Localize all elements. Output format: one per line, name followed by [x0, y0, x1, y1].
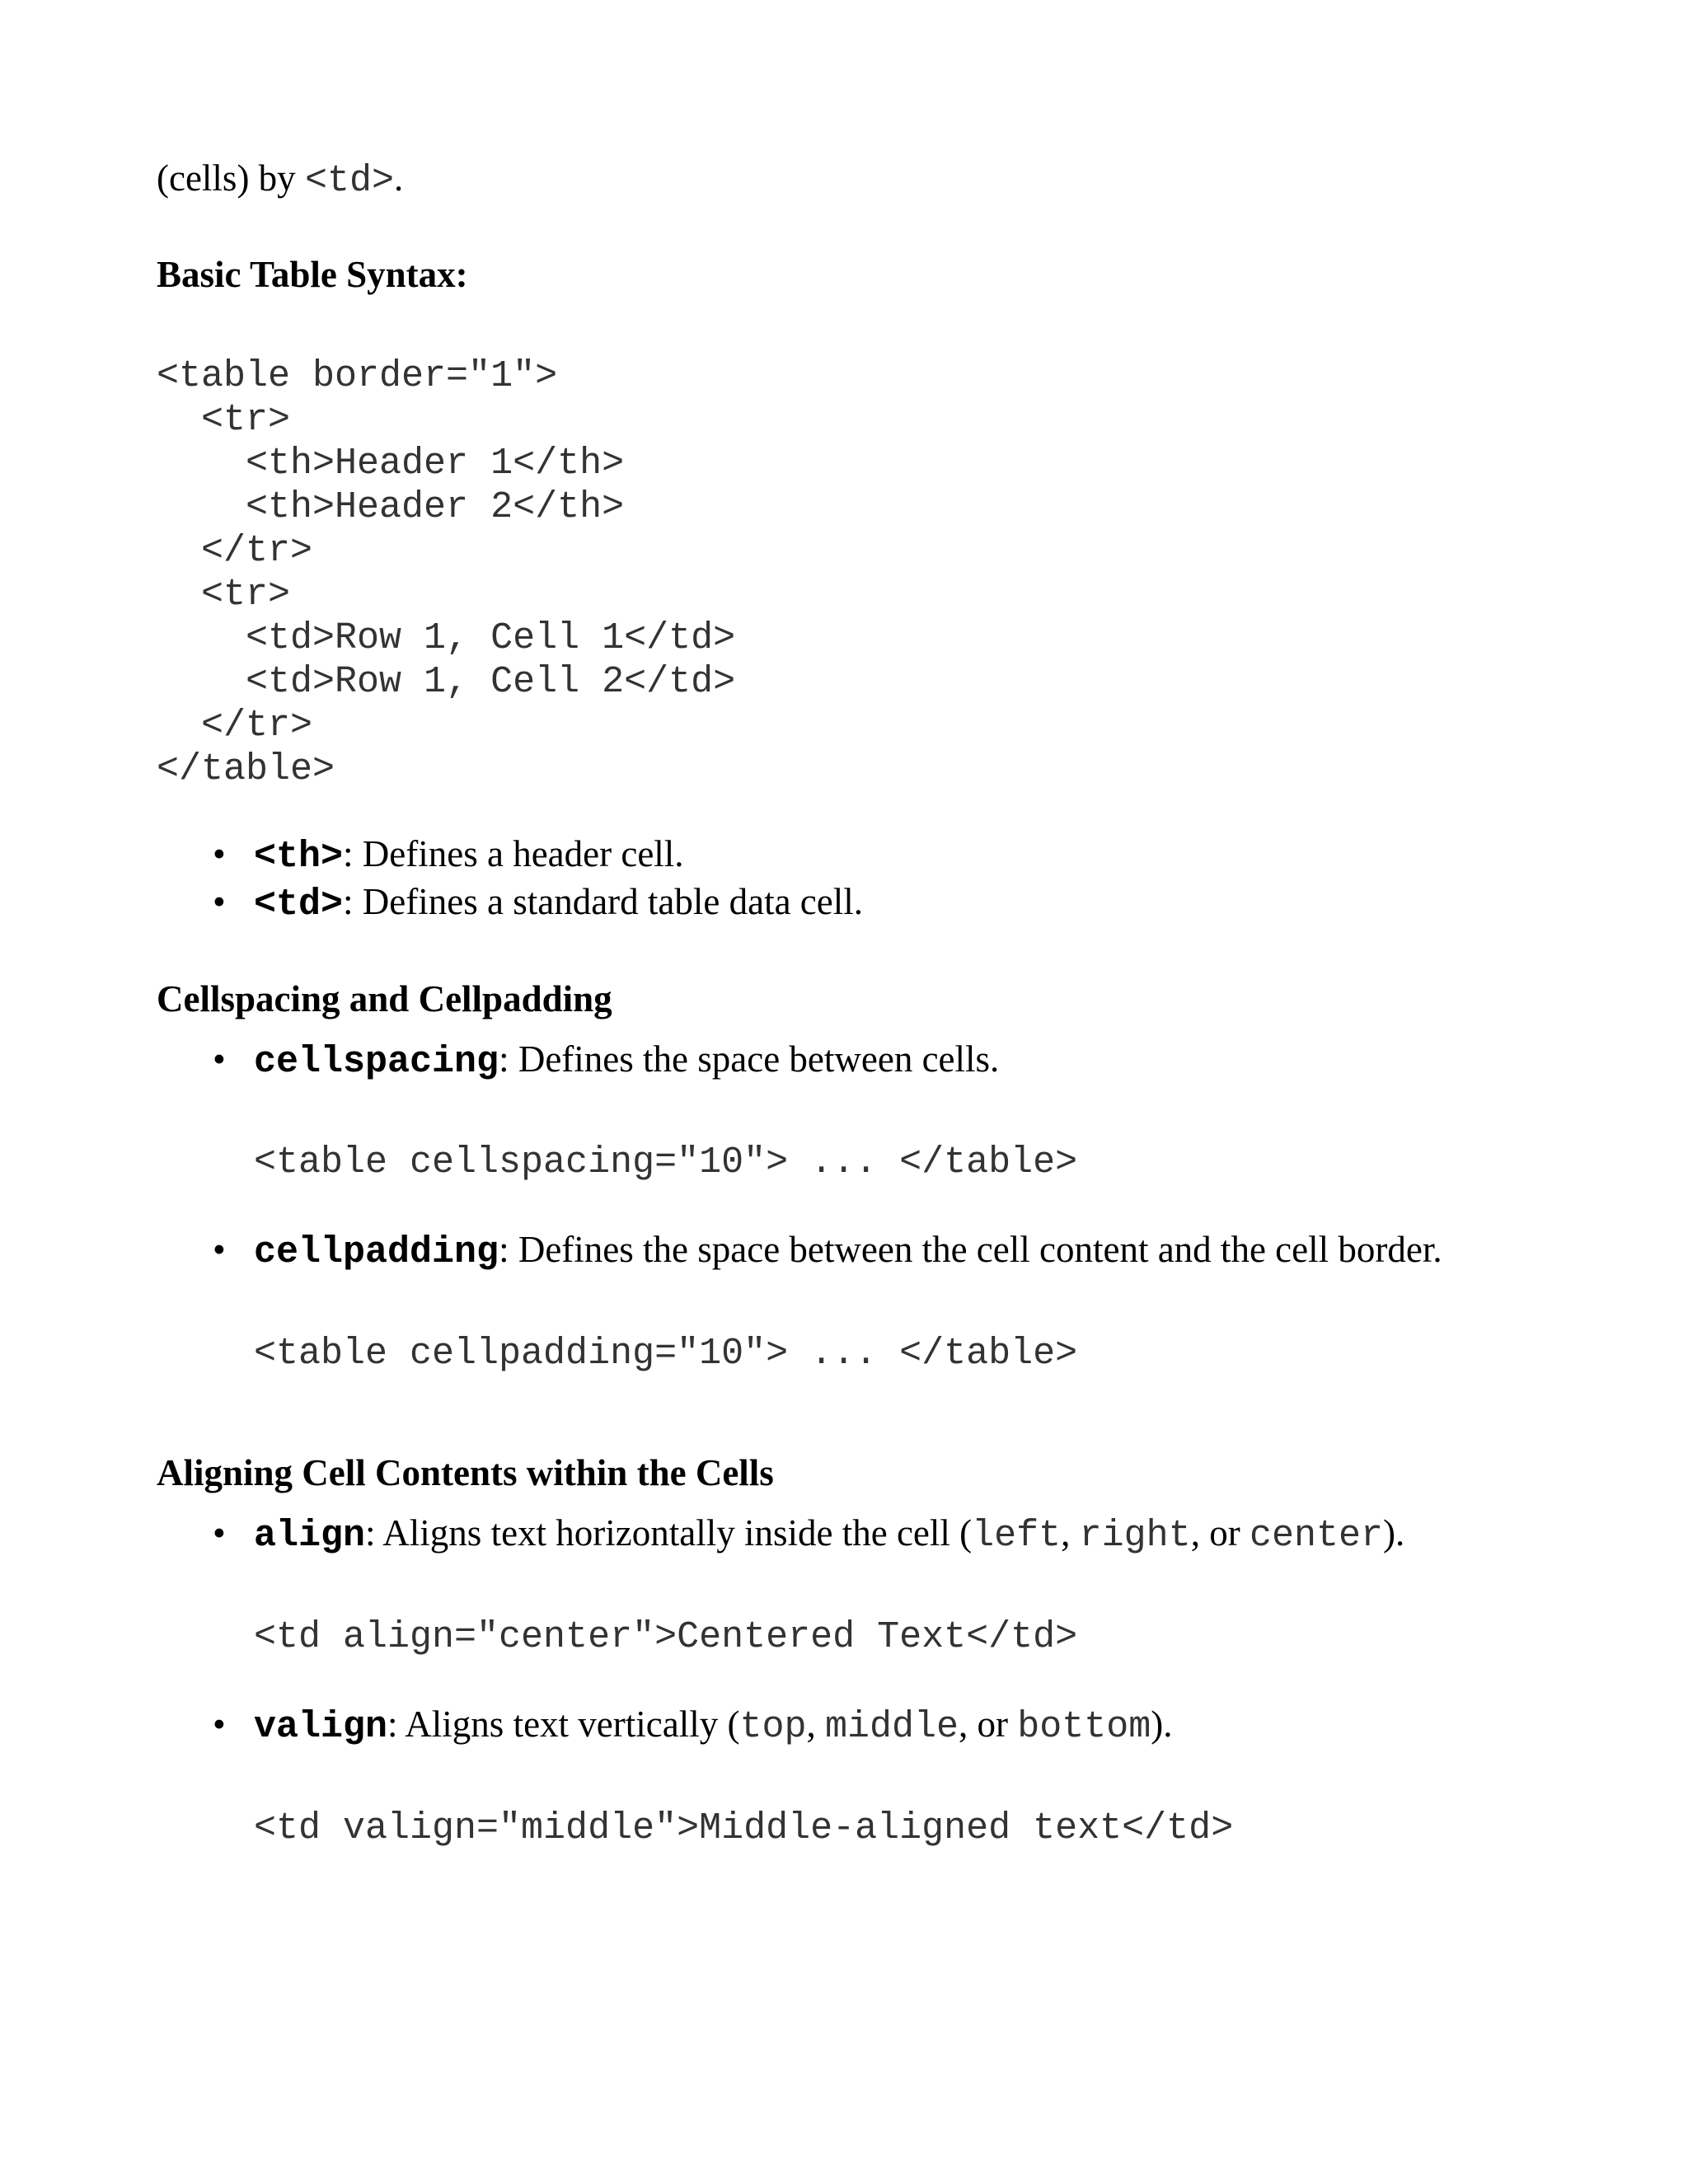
- separator: , or: [1190, 1512, 1250, 1554]
- code-line: <tr>: [157, 574, 291, 616]
- bullet-text: : Defines a standard table data cell.: [343, 881, 863, 922]
- valign-value-bottom: bottom: [1017, 1706, 1151, 1748]
- separator: , or: [959, 1704, 1018, 1745]
- bullet-term: align: [254, 1515, 366, 1557]
- bullet-text: : Defines the space between cells.: [499, 1038, 1000, 1080]
- list-item: [157, 831, 863, 879]
- intro-line: [157, 155, 403, 204]
- code-line: <th>Header 2</th>: [157, 486, 625, 528]
- spacing-heading: Cellspacing and Cellpadding: [157, 978, 612, 1019]
- bullet-end: ).: [1151, 1704, 1173, 1745]
- list-item: [157, 1701, 1173, 1749]
- intro-prefix: (cells) by: [157, 157, 305, 199]
- valign-example: <td valign="middle">Middle-aligned text</td>: [254, 1807, 1234, 1849]
- bullet-icon: •: [213, 881, 226, 922]
- bullet-term: <td>: [254, 883, 344, 926]
- bullet-icon: •: [213, 833, 226, 874]
- code-line: </tr>: [157, 530, 313, 572]
- align-example: <td align="center">Centered Text</td>: [254, 1616, 1078, 1658]
- align-value-right: right: [1079, 1515, 1191, 1557]
- bullet-term: cellspacing: [254, 1041, 499, 1083]
- intro-code: <td>: [304, 160, 394, 202]
- code-line: <tr>: [157, 399, 291, 441]
- valign-value-middle: middle: [824, 1706, 959, 1748]
- list-item: [157, 1036, 999, 1084]
- code-line: <table border="1">: [157, 355, 558, 397]
- list-item: [157, 1226, 1442, 1274]
- separator: ,: [1061, 1512, 1080, 1554]
- align-value-left: left: [972, 1515, 1062, 1557]
- bullet-icon: •: [213, 1512, 226, 1554]
- bullet-icon: •: [213, 1038, 226, 1080]
- align-value-center: center: [1249, 1515, 1383, 1557]
- align-heading: Aligning Cell Contents within the Cells: [157, 1452, 774, 1493]
- code-line: </tr>: [157, 705, 313, 747]
- bullet-term: cellpadding: [254, 1231, 499, 1273]
- bullet-text: : Defines the space between the cell content and the cell border.: [499, 1229, 1442, 1270]
- spacing-bullet-list-2: [157, 1226, 1442, 1274]
- basic-code-block: [157, 354, 735, 791]
- bullet-text: : Aligns text horizontally inside the cell (: [365, 1512, 973, 1554]
- valign-value-top: top: [739, 1706, 807, 1748]
- align-bullet-list-2: [157, 1701, 1173, 1749]
- intro-suffix: .: [393, 157, 404, 199]
- cellpadding-example: <table cellpadding="10"> ... </table>: [254, 1333, 1078, 1375]
- separator: ,: [806, 1704, 825, 1745]
- code-line: <td>Row 1, Cell 1</td>: [157, 617, 736, 659]
- bullet-icon: •: [213, 1704, 226, 1745]
- bullet-term: <th>: [254, 836, 344, 878]
- list-item: [157, 879, 863, 926]
- bullet-end: ).: [1382, 1512, 1405, 1554]
- list-item: [157, 1510, 1404, 1558]
- cellspacing-example: <table cellspacing="10"> ... </table>: [254, 1141, 1078, 1183]
- basic-heading: Basic Table Syntax:: [157, 254, 468, 295]
- code-line: <th>Header 1</th>: [157, 443, 625, 485]
- code-line: </table>: [157, 748, 335, 790]
- spacing-bullet-list-1: [157, 1036, 999, 1084]
- code-line: <td>Row 1, Cell 2</td>: [157, 661, 736, 703]
- bullet-icon: •: [213, 1229, 226, 1270]
- bullet-text: : Aligns text vertically (: [387, 1704, 740, 1745]
- bullet-text: : Defines a header cell.: [343, 833, 684, 874]
- basic-bullet-list: [157, 831, 863, 926]
- align-bullet-list-1: [157, 1510, 1404, 1558]
- bullet-term: valign: [254, 1706, 388, 1748]
